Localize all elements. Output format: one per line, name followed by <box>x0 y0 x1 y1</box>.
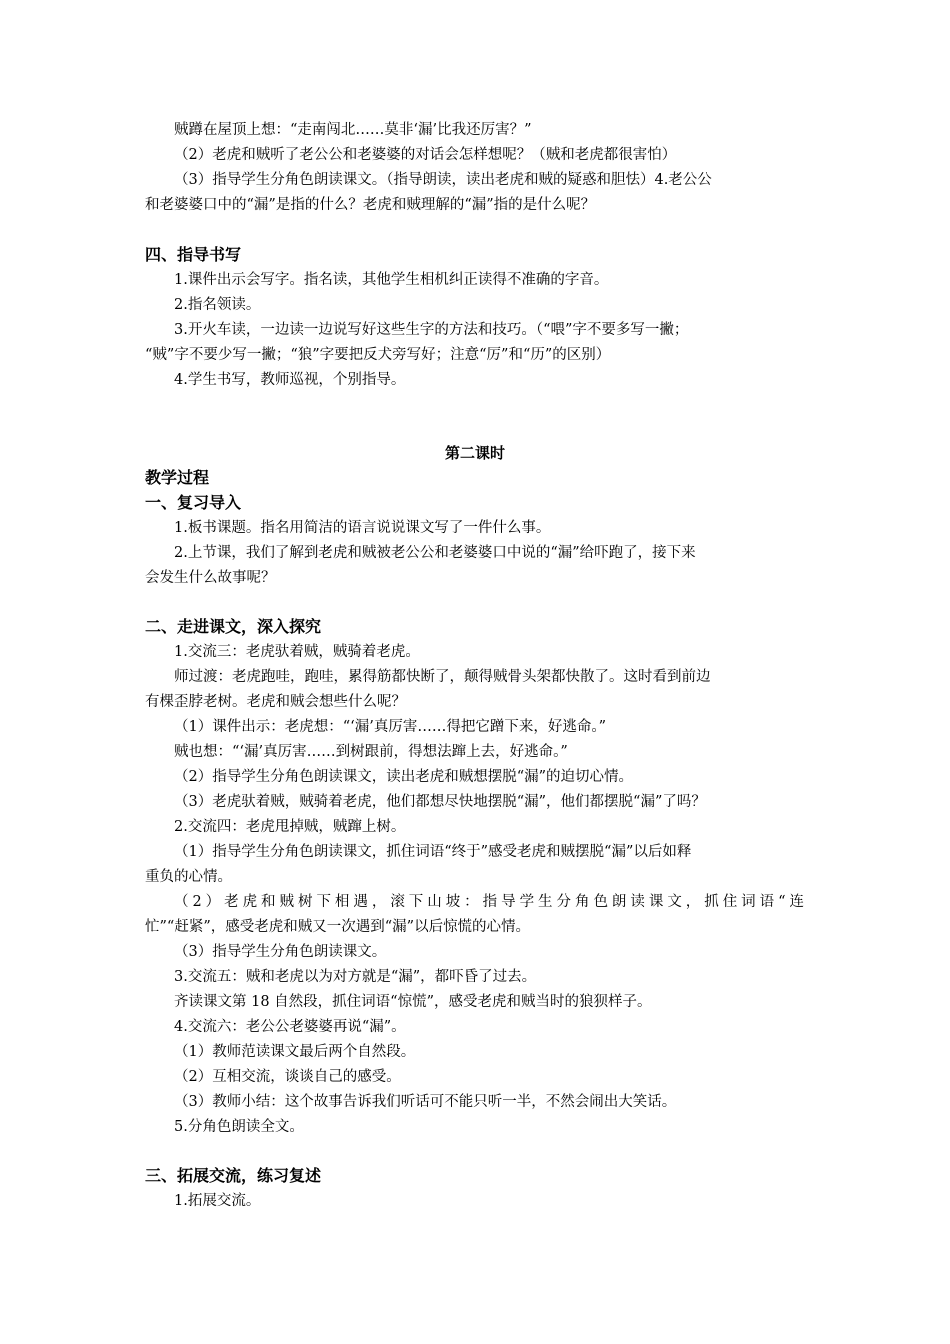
paragraph-line: （3）指导学生分角色朗读课文。（指导朗读，读出老虎和贼的疑惑和胆怯）4.老公公 <box>174 172 712 188</box>
paragraph-line: （1）教师范读课文最后两个自然段。 <box>174 1044 416 1060</box>
paragraph-line: 1.交流三：老虎驮着贼，贼骑着老虎。 <box>174 644 420 660</box>
paragraph-line: （1）指导学生分角色朗读课文，抓住词语“终于”感受老虎和贼摆脱“漏”以后如释 <box>174 844 692 860</box>
section-heading: 三、拓展交流，练习复述 <box>145 1166 322 1185</box>
paragraph-line: （3）老虎驮着贼，贼骑着老虎，他们都想尽快地摆脱“漏”，他们都摆脱“漏”了吗？ <box>174 794 706 810</box>
paragraph-line: （2）老虎和贼树下相遇，滚下山坡：指导学生分角色朗读课文，抓住词语“连 <box>174 894 804 910</box>
lesson-title: 第二课时 <box>444 444 505 462</box>
paragraph-line: （3）教师小结：这个故事告诉我们听话可不能只听一半，不然会闹出大笑话。 <box>174 1094 677 1110</box>
paragraph-line: （2）指导学生分角色朗读课文，读出老虎和贼想摆脱“漏”的迫切心情。 <box>174 769 634 785</box>
paragraph-line: 重负的心情。 <box>145 869 232 885</box>
paragraph-line: 师过渡：老虎跑哇，跑哇，累得筋都快断了，颠得贼骨头架都快散了。这时看到前边 <box>174 669 711 685</box>
paragraph-line: 忙”“赶紧”，感受老虎和贼又一次遇到“漏”以后惊慌的心情。 <box>145 919 531 935</box>
paragraph-line: 2.上节课，我们了解到老虎和贼被老公公和老婆婆口中说的“漏”给吓跑了，接下来 <box>174 545 696 561</box>
paragraph-line: 2.指名领读。 <box>174 297 261 313</box>
paragraph-line: 3.交流五：贼和老虎以为对方就是“漏”，都吓昏了过去。 <box>174 969 537 985</box>
section-heading: 一、复习导入 <box>145 493 242 512</box>
paragraph-line: （2）互相交流，谈谈自己的感受。 <box>174 1069 401 1085</box>
paragraph-line: 贼蹲在屋顶上想：“走南闯北……莫非‘漏’比我还厉害？” <box>174 122 532 138</box>
paragraph-line: 3.开火车读，一边读一边说写好这些生字的方法和技巧。（“喂”字不要多写一撇； <box>174 322 689 338</box>
paragraph-line: “贼”字不要少写一撇；“狼”字要把反犬旁写好；注意“厉”和“历”的区别） <box>145 347 611 363</box>
paragraph-line: 1.板书课题。指名用简洁的语言说说课文写了一件什么事。 <box>174 520 551 536</box>
paragraph-line: 4.学生书写，教师巡视，个别指导。 <box>174 372 406 388</box>
paragraph-line: （3）指导学生分角色朗读课文。 <box>174 944 387 960</box>
paragraph-line: 贼也想：“‘漏’真厉害……到树跟前，得想法蹿上去，好逃命。” <box>174 744 568 760</box>
paragraph-line: （1）课件出示：老虎想：“‘漏’真厉害……得把它蹭下来，好逃命。” <box>174 719 607 735</box>
paragraph-line: 和老婆婆口中的“漏”是指的什么？老虎和贼理解的“漏”指的是什么呢？ <box>145 197 596 213</box>
paragraph-line: 5.分角色朗读全文。 <box>174 1119 304 1135</box>
paragraph-line: 1.拓展交流。 <box>174 1193 261 1209</box>
section-title: 教学过程 <box>145 468 210 487</box>
paragraph-line: 齐读课文第 18 自然段，抓住词语“惊慌”，感受老虎和贼当时的狼狈样子。 <box>174 994 652 1010</box>
paragraph-line: 会发生什么故事呢？ <box>145 570 276 586</box>
paragraph-line: 2.交流四：老虎甩掉贼，贼蹿上树。 <box>174 819 406 835</box>
section-heading: 四、指导书写 <box>145 245 242 264</box>
paragraph-line: （2）老虎和贼听了老公公和老婆婆的对话会怎样想呢？（贼和老虎都很害怕） <box>174 147 677 163</box>
paragraph-line: 有棵歪脖老树。老虎和贼会想些什么呢？ <box>145 694 406 710</box>
section-heading: 二、走进课文，深入探究 <box>145 617 322 636</box>
paragraph-line: 4.交流六：老公公老婆婆再说“漏”。 <box>174 1019 406 1035</box>
paragraph-line: 1.课件出示会写字。指名读，其他学生相机纠正读得不准确的字音。 <box>174 272 609 288</box>
